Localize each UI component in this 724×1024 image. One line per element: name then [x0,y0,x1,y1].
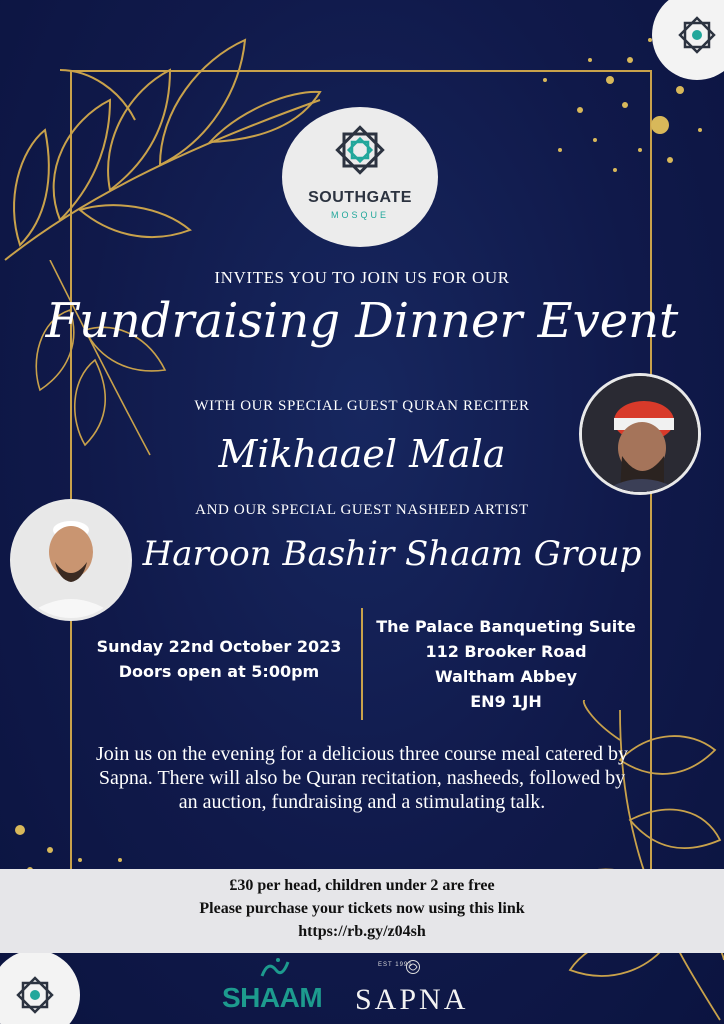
guest2-photo [10,499,132,621]
ticket-price: £30 per head, children under 2 are free [229,877,495,894]
venue-postcode: EN9 1JH [470,692,542,711]
details-divider [361,608,363,720]
shaam-logo-text: SHAAM [222,982,323,1013]
date-block [80,634,358,684]
mosque-emblem-icon [675,13,719,57]
ticket-cta: Please purchase your tickets now using this link [199,900,525,917]
guest1-intro: WITH OUR SPECIAL GUEST QURAN RECITER [194,398,530,414]
logo-subtitle: MOSQUE [330,210,389,220]
guest1-photo [579,373,701,495]
gold-leaves-left [30,260,170,460]
guest1-name: Mikhaael Mala [218,432,506,476]
guest2-name: Haroon Bashir Shaam Group [142,534,642,574]
event-description: Join us on the evening for a delicious three course meal catered by Sapna. There will also be Quran recitation, nasheeds, followed by an auction, fundraising and a stimulating talk. [95,743,629,813]
sapna-est: EST 1991 [378,962,413,968]
venue-street: 112 Brooker Road [425,642,587,661]
event-date: Sunday 22nd October 2023 [96,637,342,656]
ticket-link[interactable]: https://rb.gy/z04sh [298,923,426,940]
mosque-emblem-icon [329,119,391,181]
venue-block [366,614,646,714]
sapna-logo-text: SAPNA [355,983,469,1016]
southgate-mosque-logo [282,107,438,247]
ticket-band [0,869,724,953]
corner-logo-bottom-left [0,950,80,1024]
guest2-intro: AND OUR SPECIAL GUEST NASHEED ARTIST [195,502,529,518]
logo-name: SOUTHGATE [308,189,412,206]
doors-open: Doors open at 5:00pm [118,662,320,681]
event-title: Fundraising Dinner Event [45,293,679,349]
shaam-calligraphy-icon [258,956,292,982]
gold-leaves-top-left [0,30,330,290]
mosque-emblem-icon [13,973,57,1017]
ticket-link-row [0,920,724,943]
invite-line: INVITES YOU TO JOIN US FOR OUR [214,268,510,287]
venue-town: Waltham Abbey [434,667,577,686]
venue-name: The Palace Banqueting Suite [376,617,636,636]
